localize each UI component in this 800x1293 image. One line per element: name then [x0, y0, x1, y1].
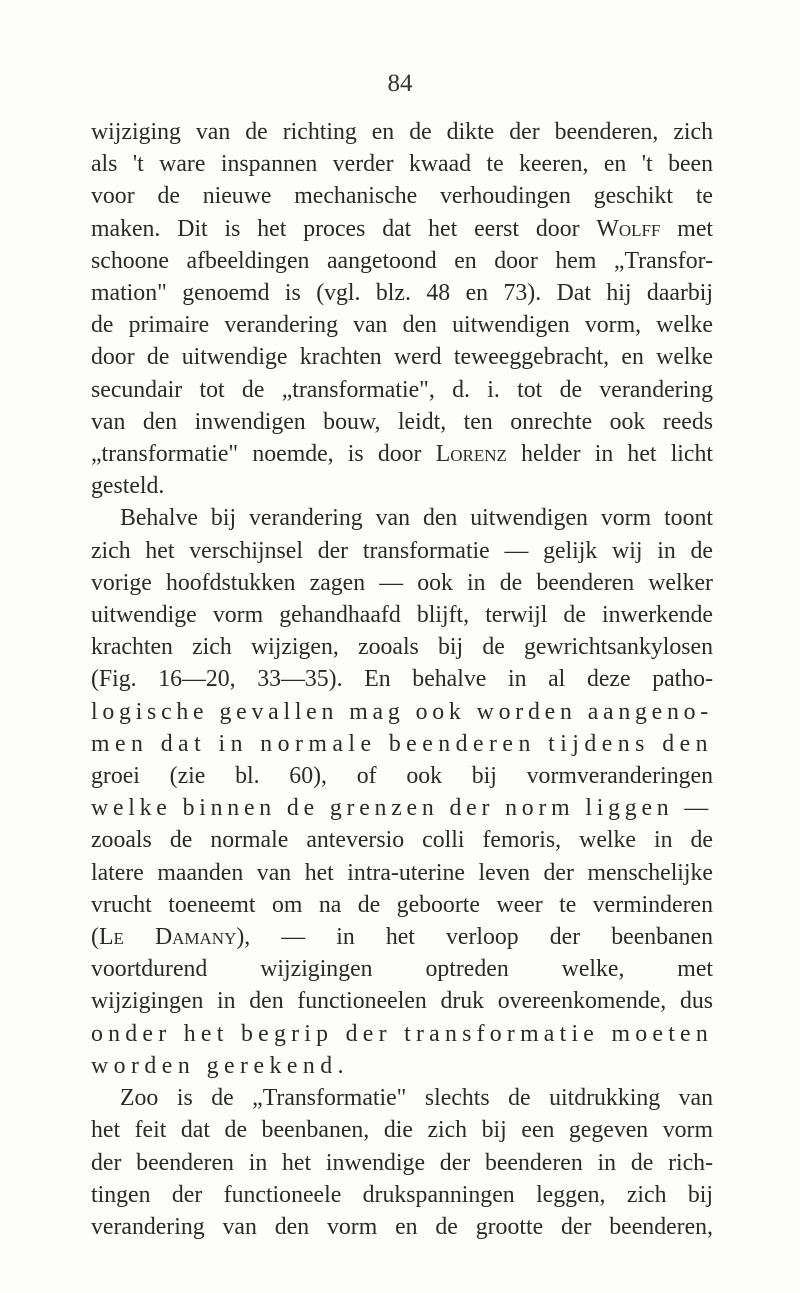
text-line: Behalve bij verandering van den uitwendigen vorm toont [120, 505, 713, 532]
text-line: (Le Damany), — in het verloop der beenbanen [91, 924, 713, 951]
text-line: door de uitwendige krachten werd teweeggebracht, en welke [91, 344, 713, 371]
text-line: van den inwendigen bouw, leidt, ten onrechte ook reeds [91, 408, 713, 435]
text-line: voortdurend wijzigingen optreden welke, met [91, 956, 713, 983]
text-line: (Fig. 16—20, 33—35). En behalve in al deze patho- [91, 666, 713, 693]
text-line: latere maanden van het intra-uterine leven der menschelijke [91, 859, 713, 886]
text-line: zooals de normale anteversio colli femoris, welke in de [91, 827, 713, 854]
text-line: voor de nieuwe mechanische verhoudingen geschikt te [91, 183, 713, 210]
text-line: de primaire verandering van den uitwendigen vorm, welke [91, 312, 713, 339]
text-line: groei (zie bl. 60), of ook bij vormveranderingen [91, 763, 713, 790]
page-number: 84 [387, 70, 413, 97]
text-line: zich het verschijnsel der transformatie — gelijk wij in de [91, 537, 713, 564]
text-line: schoone afbeeldingen aangetoond en door hem „Transfor- [91, 247, 713, 274]
text-line: worden gerekend. [91, 1052, 350, 1079]
text-line: Zoo is de „Transformatie" slechts de uitdrukking van [120, 1085, 713, 1112]
text-line: als 't ware inspannen verder kwaad te keeren, en 't been [91, 151, 713, 178]
text-line: mation" genoemd is (vgl. blz. 48 en 73). Dat hij daarbij [91, 280, 713, 307]
text-line: gesteld. [91, 473, 165, 500]
text-line: secundair tot de „transformatie", d. i. tot de verandering [91, 376, 713, 403]
text-line: krachten zich wijzigen, zooals bij de gewrichtsankylosen [91, 634, 713, 661]
text-line: uitwendige vorm gehandhaafd blijft, terwijl de inwerkende [91, 602, 713, 629]
text-line: logische gevallen mag ook worden aangeno- [91, 698, 713, 725]
text-line: tingen der functioneele drukspanningen leggen, zich bij [91, 1181, 713, 1208]
text-line: verandering van den vorm en de grootte der beenderen, [91, 1213, 713, 1240]
text-line: der beenderen in het inwendige der beenderen in de rich- [91, 1149, 713, 1176]
text-line: men dat in normale beenderen tijdens den [91, 730, 713, 757]
text-line: welke binnen de grenzen der norm liggen — [91, 795, 713, 822]
text-line: vorige hoofdstukken zagen — ook in de beenderen welker [91, 569, 713, 596]
body-text [91, 116, 713, 1243]
text-line: wijzigingen in den functioneelen druk overeenkomende, dus [91, 988, 713, 1015]
text-line: onder het begrip der transformatie moeten [91, 1020, 713, 1047]
text-line: vrucht toeneemt om na de geboorte weer te verminderen [91, 891, 713, 918]
text-line: „transformatie" noemde, is door Lorenz helder in het licht [91, 441, 713, 468]
text-line: maken. Dit is het proces dat het eerst door Wolff met [91, 215, 713, 242]
text-line: wijziging van de richting en de dikte der beenderen, zich [91, 119, 713, 145]
text-line: het feit dat de beenbanen, die zich bij een gegeven vorm [91, 1117, 713, 1144]
